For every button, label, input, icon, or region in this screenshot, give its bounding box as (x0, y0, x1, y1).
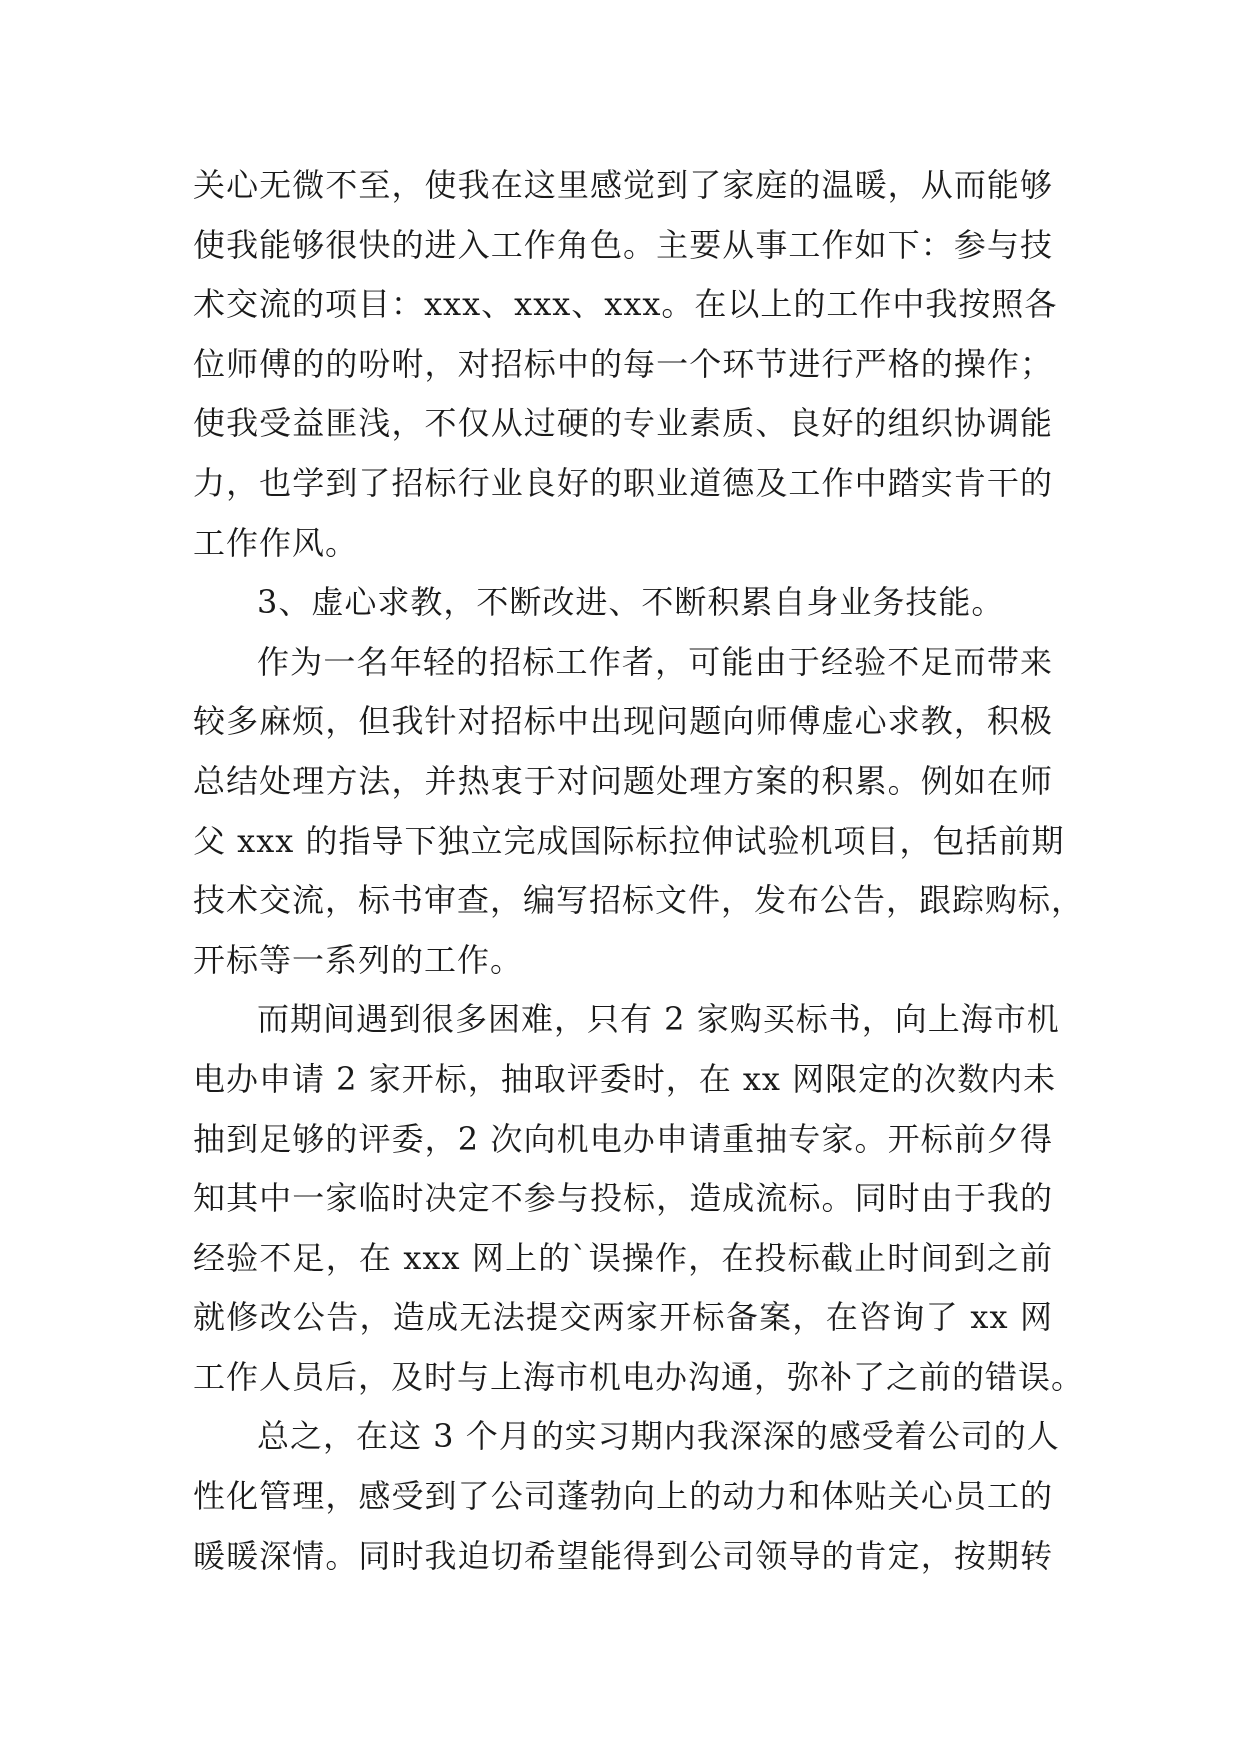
paragraph-line: 较多麻烦，但我针对招标中出现问题向师傅虚心求教，积极 (193, 702, 1053, 741)
paragraph-line: 使我受益匪浅，不仅从过硬的专业素质、良好的组织协调能 (193, 404, 1053, 443)
paragraph-line: 位师傅的的吩咐，对招标中的每一个环节进行严格的操作； (193, 344, 1053, 383)
paragraph-line: 性化管理，感受到了公司蓬勃向上的动力和体贴关心员工的 (193, 1477, 1053, 1516)
paragraph-line: 经验不足，在 xxx 网上的`误操作，在投标截止时间到之前 (193, 1238, 1053, 1277)
paragraph-line: 力，也学到了招标行业良好的职业道德及工作中踏实肯干的 (193, 463, 1053, 502)
paragraph-line: 总结处理方法，并热衷于对问题处理方案的积累。例如在师 (193, 761, 1053, 800)
paragraph-line: 知其中一家临时决定不参与投标，造成流标。同时由于我的 (193, 1179, 1053, 1218)
paragraph-line: 使我能够很快的进入工作角色。主要从事工作如下：参与技 (193, 225, 1053, 264)
paragraph-line: 关心无微不至，使我在这里感觉到了家庭的温暖，从而能够 (193, 166, 1053, 204)
document-body (193, 156, 1085, 1586)
paragraph-line: 作为一名年轻的招标工作者，可能由于经验不足而带来 (257, 642, 1053, 681)
paragraph-line: 工作人员后，及时与上海市机电办沟通，弥补了之前的错误。 (193, 1357, 1085, 1396)
paragraph-line: 抽到足够的评委，2 次向机电办申请重抽专家。开标前夕得 (193, 1119, 1053, 1158)
paragraph-line: 就修改公告，造成无法提交两家开标备案，在咨询了 xx 网 (193, 1298, 1053, 1337)
paragraph-line: 电办申请 2 家开标，抽取评委时，在 xx 网限定的次数内未 (193, 1059, 1057, 1098)
paragraph-line: 术交流的项目：xxx、xxx、xxx。在以上的工作中我按照各 (193, 285, 1058, 324)
paragraph-line: 技术交流，标书审查，编写招标文件，发布公告，跟踪购标， (193, 881, 1085, 920)
paragraph-line: 暖暖深情。同时我迫切希望能得到公司领导的肯定，按期转 (193, 1536, 1053, 1575)
section-heading: 3、虚心求教，不断改进、不断积累自身业务技能。 (257, 583, 1005, 622)
paragraph-line: 总之，在这 3 个月的实习期内我深深的感受着公司的人 (257, 1417, 1060, 1456)
paragraph-line: 开标等一系列的工作。 (193, 940, 524, 979)
paragraph-line: 而期间遇到很多困难，只有 2 家购买标书，向上海市机 (257, 1000, 1060, 1039)
paragraph-line: 父 xxx 的指导下独立完成国际标拉伸试验机项目，包括前期 (193, 821, 1065, 860)
paragraph-line: 工作作风。 (193, 523, 359, 562)
